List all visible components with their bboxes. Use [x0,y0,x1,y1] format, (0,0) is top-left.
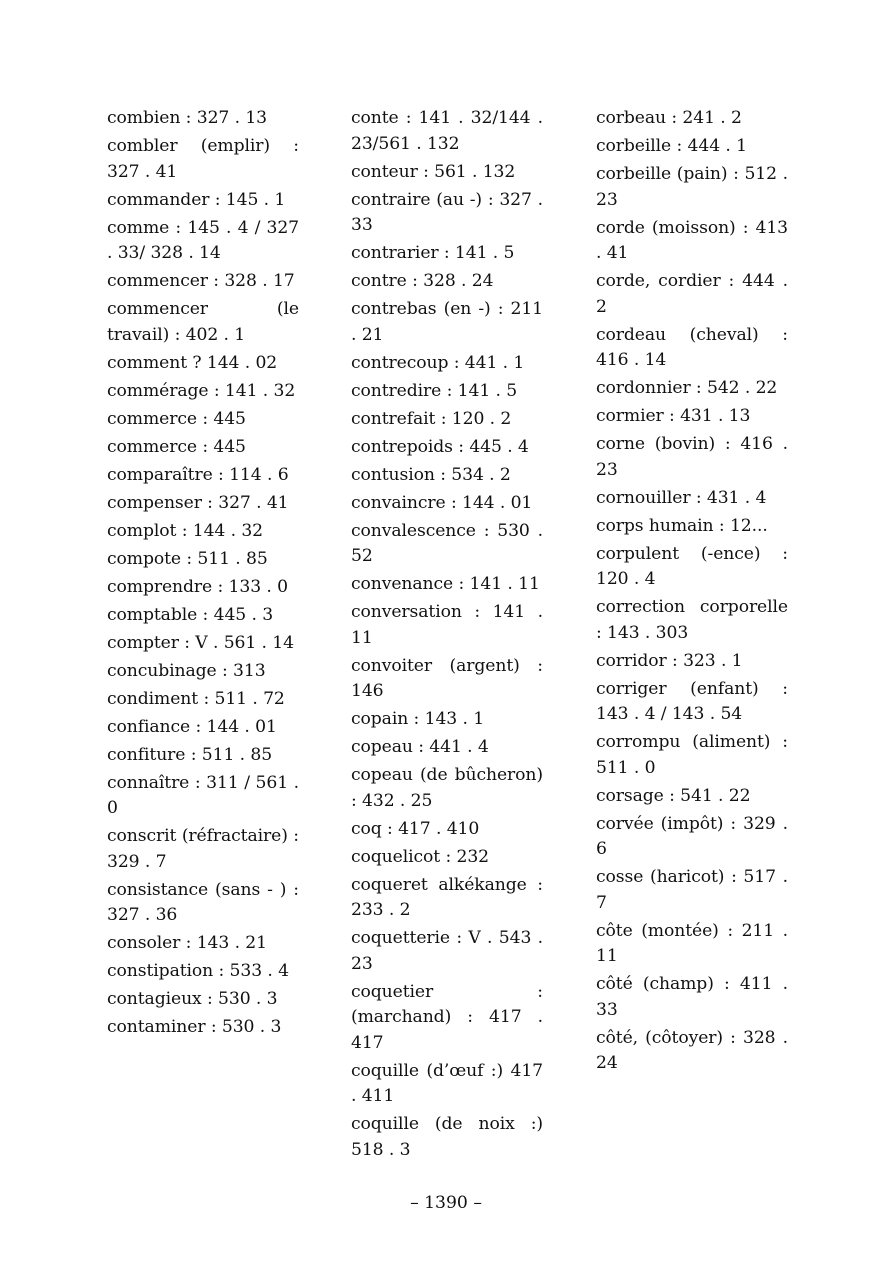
index-entry: condiment : 511 . 72 [107,688,285,709]
index-entry: commérage : 141 . 32 [107,380,296,401]
index-entry: contrecoup : 441 . 1 [351,352,525,373]
index-entry: consoler : 143 . 21 [107,933,267,953]
index-entry: corrompu (aliment) : 511 . 0 [596,732,788,778]
index-entry: copeau : 441 . 4 [351,737,489,757]
index-entry: contagieux : 530 . 3 [107,989,278,1009]
index-entry: coquetterie : V . 543 . 23 [351,928,543,974]
index-entry: coquelicot : 232 [351,846,490,867]
index-entry: copain : 143 . 1 [351,709,485,729]
index-entry: corridor : 323 . 1 [596,650,743,671]
index-entry: concubinage : 313 [107,660,266,681]
index-entry: correction corporelle : 143 . 303 [596,597,788,643]
index-entry: consistance (sans - ) : 327 . 36 [107,879,299,925]
index-entry: cornouiller : 431 . 4 [596,487,767,508]
index-entry: commencer : 328 . 17 [107,271,295,291]
index-entry: corvée (impôt) : 329 . 6 [596,813,788,859]
index-entry: convalescence : 530 . 52 [351,520,543,566]
index-entry: comment ? 144 . 02 [107,352,278,373]
index-entry: contusion : 534 . 2 [351,464,511,485]
index-entry: cordonnier : 542 . 22 [596,378,778,398]
index-entry: compenser : 327 . 41 [107,492,289,513]
index-entry: contre : 328 . 24 [351,271,494,291]
index-entry: coquille (de noix :) 518 . 3 [351,1114,543,1160]
index-entry: comptable : 445 . 3 [107,604,274,625]
index-entry: contrefait : 120 . 2 [351,408,512,429]
index-entry: corpulent (-ence) : 120 . 4 [596,543,788,589]
index-entry: contrepoids : 445 . 4 [351,436,529,457]
index-entry: corde, cordier : 444 . 2 [596,271,788,317]
index-entry: contrebas (en -) : 211 . 21 [351,299,543,345]
index-entry: comme : 145 . 4 / 327 . 33/ 328 . 14 [107,217,299,263]
index-entry: coquille (d’œuf :) 417 . 411 [351,1060,543,1106]
index-entry: corne (bovin) : 416 . 23 [596,434,788,480]
index-entry: corriger (enfant) : 143 . 4 / 143 . 54 [596,678,788,724]
index-entry: cordeau (cheval) : 416 . 14 [596,324,788,370]
index-entry: côte (montée) : 211 . 11 [596,920,788,966]
index-entry: confiture : 511 . 85 [107,744,273,765]
index-entry: coqueret alkékange : 233 . 2 [351,874,543,920]
index-entry: constipation : 533 . 4 [107,961,289,981]
index-entry: corde (moisson) : 413 . 41 [596,217,788,263]
index-entry: compter : V . 561 . 14 [107,632,294,653]
index-entry: combien : 327 . 13 [107,108,267,128]
index-entry: commerce : 445 [107,408,246,429]
index-entry: cormier : 431 . 13 [596,406,751,426]
index-entry: coquetier : (marchand) : 417 . 417 [351,981,543,1053]
index-entry: corbeille : 444 . 1 [596,136,747,156]
index-entry: combler (emplir) : 327 . 41 [107,136,299,182]
index-entry: contrarier : 141 . 5 [351,243,515,263]
index-entry: confiance : 144 . 01 [107,716,277,737]
index-column-1 [107,106,299,1043]
index-entry: corbeau : 241 . 2 [596,108,742,128]
index-entry: convoiter (argent) : 146 [351,655,543,701]
index-entry: cosse (haricot) : 517 . 7 [596,867,788,913]
index-entry: conte : 141 . 32/144 . 23/561 . 132 [351,108,543,154]
index-entry: convaincre : 144 . 01 [351,492,533,513]
index-entry: copeau (de bûcheron) : 432 . 25 [351,765,543,811]
index-entry: coq : 417 . 410 [351,818,480,839]
index-entry: corps humain : 12... [596,515,768,536]
index-entry: commander : 145 . 1 [107,189,286,210]
index-entry: contaminer : 530 . 3 [107,1017,282,1037]
index-entry: complot : 144 . 32 [107,520,264,541]
index-entry: commerce : 445 [107,436,246,457]
index-entry: côté (champ) : 411 . 33 [596,974,788,1020]
index-entry: conteur : 561 . 132 [351,161,516,182]
index-entry: côté, (côtoyer) : 328 . 24 [596,1027,788,1073]
index-column-3 [596,106,788,1079]
index-entry: convenance : 141 . 11 [351,574,540,594]
index-entry: comprendre : 133 . 0 [107,576,288,597]
index-entry: corsage : 541 . 22 [596,785,751,806]
index-entry: comparaître : 114 . 6 [107,464,289,485]
index-entry: connaître : 311 / 561 . 0 [107,772,299,818]
index-entry: conversation : 141 . 11 [351,602,543,648]
index-column-2 [351,106,543,1166]
index-entry: contredire : 141 . 5 [351,380,518,401]
index-entry: conscrit (réfractaire) : 329 . 7 [107,826,299,872]
index-entry: contraire (au -) : 327 . 33 [351,189,543,235]
index-entry: compote : 511 . 85 [107,548,268,569]
index-entry: corbeille (pain) : 512 . 23 [596,164,788,210]
index-entry: commencer (le travail) : 402 . 1 [107,299,299,345]
page-number: – 1390 – [410,1193,482,1213]
